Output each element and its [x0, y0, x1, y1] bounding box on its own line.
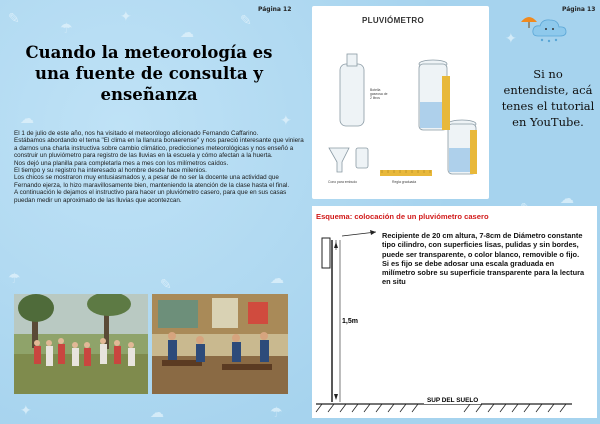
- cone-label: Cono para embudo: [328, 180, 358, 184]
- bottle-label: Botella gaseosa de 2 litros: [370, 88, 388, 100]
- rain-gauge-diagram: [312, 6, 489, 199]
- ground-label: SUP DEL SUELO: [424, 397, 481, 404]
- article-paragraph: El tiempo y su registro ha interesado al hombre desde hace milenios.: [14, 167, 207, 175]
- classroom-photo: [152, 294, 288, 394]
- youtube-tutorial-note[interactable]: Si no entendiste, acá tenes el tutorial en YouTube.: [501, 67, 595, 129]
- gauge-specification: Recipiente de 20 cm altura, 7-8cm de Diámetro constante tipo cilindro, con superficies lisas, pulidas y sin bordes, puede ser transparente, o color blanco, removible o fijo. Si es fijo se debe adosar una escala graduada en milímetro sobre su superficie transparente para la lectura en situ: [382, 231, 585, 287]
- article-paragraph: A continuación le dejamos el instructivo para hacer un pluviómetro casero, para que en sus casas puedan medir un aproximado de las lluvias que acontezcan.: [14, 189, 287, 204]
- article-title: Cuando la meteorología es una fuente de consulta y enseñanza: [25, 43, 273, 104]
- article-paragraph: Estábamos abordando el tema "El clima en la llanura bonaerense" y nos pareció interesante que viniera a darnos una charla instructiva sobre cambio climático, predicciones meteorológicas y nos enseñó a construir un pluviómetro para registro de las lluvias en la escuela y cómo afectan a la huerta.: [14, 137, 304, 160]
- page-number-right: Página 13: [562, 6, 596, 13]
- ruler-label: Regla graduada: [392, 180, 417, 184]
- diagram-title: PLUVIÓMETRO: [362, 16, 424, 25]
- article-paragraph: Los chicos se mostraron muy entusiasmados y, a pesar de no ser la docente una actividad que Fernando ejerza, lo hizo maravillosamente bien, manteniendo la atención de la clase hasta el final.: [14, 174, 290, 189]
- article-paragraph: El 1 de julio de este año, nos ha visitado el meteorólogo aficionado Fernando Caffarino.: [14, 130, 259, 137]
- height-label: 1,5m: [342, 318, 358, 325]
- rain-gauge-schema: [312, 206, 597, 418]
- article-paragraph: Nos dejó una planilla para completarla mes a mes con los milímetros caídos.: [14, 159, 229, 167]
- page-number-left: Página 12: [258, 6, 292, 13]
- outdoor-class-photo: [14, 294, 148, 394]
- umbrella-icon: [520, 14, 538, 30]
- patterned-background: ✎ ☂ ✦ ☁ ✎ ☁ ✦ ☂ ✎ ☁ ✦ ☁ ☂ ☁ ✦: [0, 0, 600, 424]
- schema-title: Esquema: colocación de un pluviómetro casero: [316, 212, 489, 221]
- article-body: [14, 130, 304, 204]
